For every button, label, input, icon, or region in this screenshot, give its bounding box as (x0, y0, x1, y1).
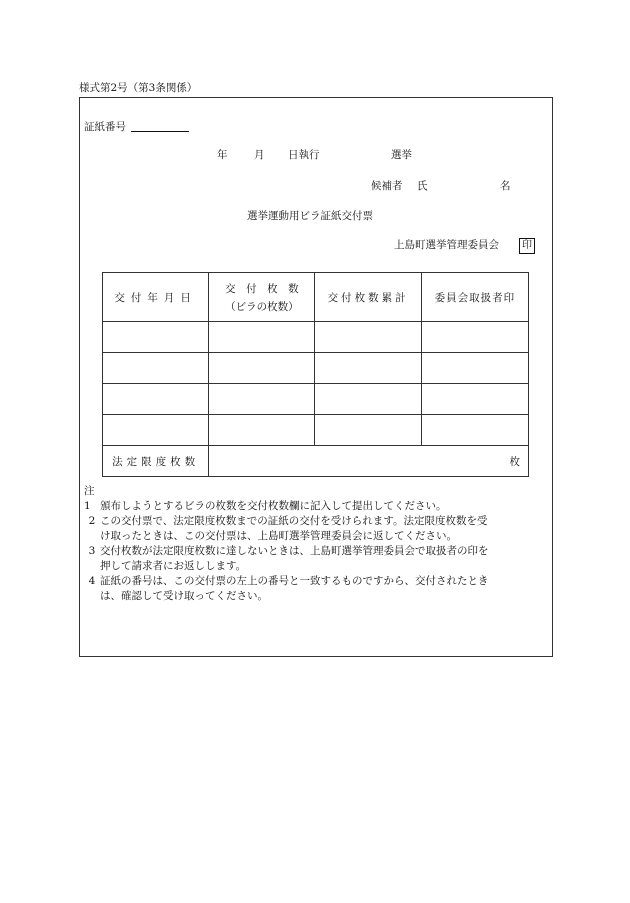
table-cell[interactable] (315, 322, 421, 353)
note-continuation: け取ったときは、この交付票は、上島町選挙管理委員会に返してください。 (100, 530, 457, 542)
table-cell[interactable] (421, 384, 528, 415)
header-issue-count (209, 273, 315, 322)
table-row (103, 384, 529, 415)
issuance-table (102, 272, 529, 477)
election-label: 選挙 (391, 149, 412, 161)
table-cell[interactable] (421, 322, 528, 353)
limit-row (103, 446, 529, 477)
table-row (103, 415, 529, 446)
header-issue-count-sub: （ビラの枚数） (225, 300, 299, 313)
table-cell[interactable] (315, 353, 421, 384)
note-item (84, 544, 526, 574)
table-cell[interactable] (209, 353, 315, 384)
note-number: 4 (88, 575, 96, 587)
note-text: 証紙の番号は、この交付票の左上の番号と一致するものですから、交付されたとき (100, 575, 489, 587)
note-continuation: 押して請求者にお返しします。 (100, 560, 247, 572)
table-cell[interactable] (315, 384, 421, 415)
table-cell[interactable] (103, 415, 209, 446)
table-cell[interactable] (421, 353, 528, 384)
stamp-number-field[interactable] (131, 131, 189, 132)
table-cell[interactable] (103, 353, 209, 384)
header-cumulative: 交付枚数累計 (315, 273, 421, 322)
candidate-given-label: 名 (500, 180, 511, 192)
note-text: 頒布しようとするビラの枚数を交付枚数欄に記入して提出してください。 (100, 500, 447, 512)
header-issue-count-main: 交 付 枚 数 (225, 282, 299, 295)
note-item (84, 484, 526, 514)
table-cell[interactable] (421, 415, 528, 446)
limit-unit: 枚 (209, 446, 529, 477)
seal-mark: 印 (519, 238, 535, 254)
table-cell[interactable] (103, 384, 209, 415)
note-text: この交付票で、法定限度枚数までの証紙の交付を受けられます。法定限度枚数を受 (100, 515, 488, 527)
note-text: 交付枚数が法定限度枚数に達しないときは、上島町選挙管理委員会で取扱者の印を (100, 545, 489, 557)
candidate-surname-label: 氏 (417, 180, 428, 192)
election-day-exec-label: 日執行 (288, 149, 320, 161)
table-row (103, 353, 529, 384)
note-number: 2 (88, 515, 96, 527)
issuer-name: 上島町選挙管理委員会 (394, 239, 499, 251)
notes-section (84, 484, 526, 604)
table-cell[interactable] (209, 415, 315, 446)
table-cell[interactable] (209, 322, 315, 353)
table-cell[interactable] (209, 384, 315, 415)
note-item (84, 514, 526, 544)
table-row (103, 322, 529, 353)
note-number: 注1 (84, 485, 95, 512)
note-number: 3 (88, 545, 96, 557)
note-continuation: は、確認して受け取ってください。 (100, 590, 268, 602)
election-month-label: 月 (254, 149, 265, 161)
table-cell[interactable] (103, 322, 209, 353)
table-cell[interactable] (315, 415, 421, 446)
table-header-row (103, 273, 529, 322)
form-number-label: 様式第2号（第3条関係） (79, 82, 198, 94)
limit-label: 法定限度枚数 (103, 446, 209, 477)
candidate-label: 候補者 (371, 180, 403, 192)
header-issue-date: 交付年月日 (103, 273, 209, 322)
note-item (84, 574, 526, 604)
header-officer-seal: 委員会取扱者印 (421, 273, 528, 322)
stamp-number-label: 証紙番号 (84, 121, 126, 133)
election-year-label: 年 (217, 149, 228, 161)
page-title: 選挙運動用ビラ証紙交付票 (247, 210, 373, 222)
